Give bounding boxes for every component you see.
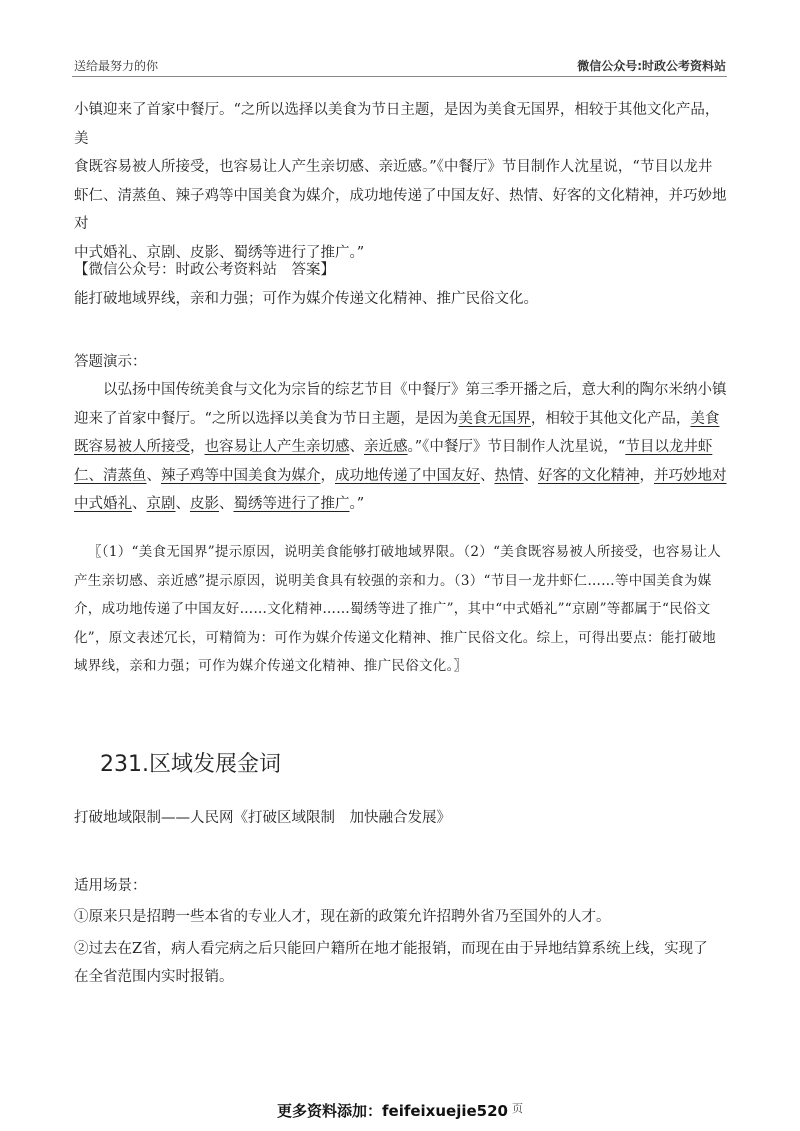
scenario-item-2-line-2: 在全省范围内实时报销。 [74, 969, 234, 985]
intro-line-2: 食既容易被人所接受，也容易让人产生亲切感、亲近感。”《中餐厅》节目制作人沈星说，“节目以龙井 [74, 159, 713, 175]
section-subtitle: 打破地域限制——人民网《打破区域限制 加快融合发展》 [74, 810, 451, 826]
scenario-item-1: ①原来只是招聘一些本省的专业人才，现在新的政策允许招聘外省乃至国外的人才。 [74, 909, 611, 925]
footer [0, 1100, 800, 1121]
scenario-label: 适用场景： [74, 878, 147, 894]
answer-block [74, 256, 728, 313]
footer-text: 更多资料添加：feifeixuejie520 [277, 1102, 508, 1120]
demo-label: 答题演示： [74, 354, 147, 370]
header-right-text: 微信公众号:时政公考资料站 [577, 59, 726, 73]
footer-page-suffix: 页 [511, 1102, 523, 1115]
intro-line-4: 中式婚礼、京剧、皮影、蜀绣等进行了推广。” [74, 244, 365, 261]
header-left-text: 送给最努力的你 [74, 59, 159, 73]
scenario-item-2-line-1: ②过去在Z省，病人看完病之后只能回户籍所在地才能报销，而现在由于异地结算系统上线，实现了 [74, 941, 708, 957]
analysis-block: 〖（1）“美食无国界”提示原因，说明美食能够打破地域界限。（2）“美食既容易被人所接受，也容易让人产生亲切感、亲近感”提示原因，说明美食具有较强的亲和力。（3）“节目一龙井虾仁……等中国美食为媒介，成功地传递了中国友好……文化精神……蜀绣等进了推广”，其中“中式婚礼”“京剧”等都属于“民俗文化”，原文表述冗长，可精简为：可作为媒介传递文化精神、推广民俗文化。综上，可得出要点：能打破地域界线，亲和力强；可作为媒介传递文化精神、推广民俗文化。〗 [74, 544, 722, 674]
answer-label: 【微信公众号：时政公考资料站 答案】 [74, 262, 335, 278]
section-title: 231.区域发展金词 [100, 752, 281, 777]
intro-line-1: 小镇迎来了首家中餐厅。“之所以选择以美食为节日主题，是因为美食无国界，相较于其他文化产品，美 [74, 102, 720, 147]
header-divider [72, 76, 727, 77]
demo-paragraph: 以弘扬中国传统美食与文化为宗旨的综艺节目《中餐厅》第三季开播之后，意大利的陶尔米纳小镇迎来了首家中餐厅。“之所以选择以美食为节日主题，是因为美食无国界，相较于其他文化产品，美食既容易被人所接受，也容易让人产生亲切感、亲近感。”《中餐厅》节目制作人沈星说，“节目以龙井虾仁、清蒸鱼、辣子鸡等中国美食为媒介，成功地传递了中国友好、热情、好客的文化精神，并巧妙地对中式婚礼、京剧、皮影、蜀绣等进行了推广。” [74, 382, 727, 512]
intro-line-3: 虾仁、清蒸鱼、辣子鸡等中国美食为媒介，成功地传递了中国友好、热情、好客的文化精神，并巧妙地对 [74, 187, 727, 232]
answer-text: 能打破地域界线，亲和力强；可作为媒介传递文化精神、推广民俗文化。 [74, 290, 538, 307]
intro-paragraph [74, 96, 728, 267]
